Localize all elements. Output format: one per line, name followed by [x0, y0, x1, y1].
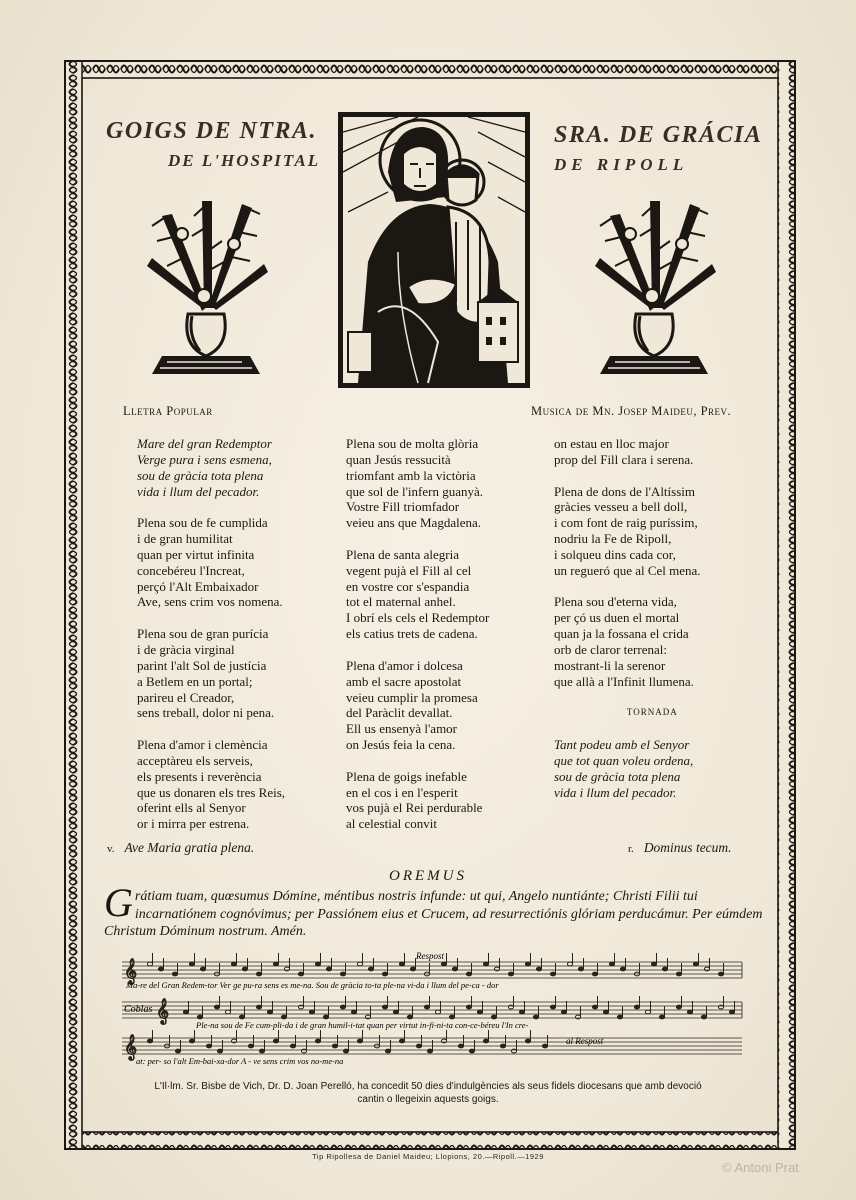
note-head [645, 1010, 650, 1014]
verse-line: perçó l'Alt Embaixador [137, 578, 259, 594]
verse-line: gràcies vesseu a bell doll, [554, 499, 688, 515]
verse-line: Plena d'amor i clemència [137, 737, 268, 753]
treble-clef-icon: 𝄞 [124, 958, 138, 983]
note-head [206, 1044, 211, 1048]
flower-vase-right-image [590, 196, 718, 386]
note-head [592, 972, 597, 976]
note-head [592, 1005, 597, 1009]
note-head [368, 967, 373, 971]
note-head [273, 962, 278, 966]
note-head [687, 1010, 692, 1014]
indulgence-line-1: L'Il·lm. Sr. Bisbe de Vich, Dr. D. Joan Perelló, ha concedit 50 dies d'indulgències als seus fidels diocesans que amb devoció [154, 1081, 702, 1092]
treble-clef-icon: 𝄞 [156, 998, 170, 1023]
printer-imprint: Tip Ripollesa de Daniel Maideu; Llopions, 20.—Ripoll.—1929 [312, 1152, 544, 1161]
note-head [466, 972, 471, 976]
music-credit: Musica de Mn. Josep Maideu, Prev. [531, 404, 732, 418]
note-head [407, 1015, 412, 1019]
note-head [309, 1010, 314, 1014]
verse-line: quan per virtut infinita [137, 546, 255, 562]
note-head [435, 1010, 440, 1014]
copyright-watermark: © Antoni Prat [722, 1160, 799, 1175]
note-head [175, 1049, 180, 1053]
note-head [340, 972, 345, 976]
treble-clef-icon: 𝄞 [124, 1034, 138, 1059]
note-head [172, 972, 177, 976]
lyric-line-2: Ple-na sou de Fe cum-pli-da i de gran humil-i-tat quan per virtut in-fi-ni-ta con-ce-béreu l'In cre- [196, 1020, 529, 1030]
verse-line [554, 579, 701, 595]
note-head [183, 1010, 188, 1014]
note-head [357, 962, 362, 966]
verse-line: concebéreu l'Increat, [137, 562, 245, 578]
note-head [617, 1015, 622, 1019]
verse-line: Plena sou de fe cumplida [137, 515, 268, 531]
note-head [357, 1039, 362, 1043]
verse-line: els presents i reverència [137, 768, 262, 784]
lyric-line-3: at: per- so l'alt Em-bai-xa-dor A - ve sens crim vos no-me-na [136, 1056, 344, 1066]
verse-line: Plena sou de gran purícia [137, 626, 269, 642]
verse-line [346, 753, 489, 769]
response-mark: r. [628, 843, 634, 855]
verse-line: vegent pujà el Fill al cel [346, 562, 472, 578]
note-head [323, 1015, 328, 1019]
note-head [718, 972, 723, 976]
note-head [273, 1039, 278, 1043]
verse-line: parireu el Creador, [137, 689, 235, 705]
verse-line [554, 690, 701, 706]
versicle-text: Ave Maria gratia plena. [124, 840, 255, 855]
note-head [332, 1044, 337, 1048]
note-head [189, 962, 194, 966]
note-head [701, 1015, 706, 1019]
note-head [477, 1010, 482, 1014]
note-head [231, 962, 236, 966]
verse-line: del Paràclit devallat. [346, 705, 453, 721]
response [628, 840, 732, 856]
verse-column-2 [346, 436, 489, 832]
note-head [242, 967, 247, 971]
verse-line: sou de gràcia tota plena [554, 768, 681, 784]
verse-line: els catius trets de cadena. [346, 626, 478, 642]
note-head [491, 1015, 496, 1019]
note-head [662, 967, 667, 971]
verse-line: sens treball, dolor ni pena. [137, 705, 275, 721]
verse-line: Plena sou de molta glòria [346, 436, 479, 451]
verse-line: veieu cumplir la promesa [346, 689, 478, 705]
note-head [458, 1044, 463, 1048]
note-head [248, 1044, 253, 1048]
verse-line: Plena de goigs inefable [346, 768, 467, 784]
note-head [259, 1049, 264, 1053]
verse-line: triomfant amb la victòria [346, 467, 476, 483]
verse-line: acceptàreu els serveis, [137, 752, 253, 768]
versicle [107, 840, 254, 856]
verse-line: en el cos i en l'esperit [346, 784, 458, 800]
verse-line: on Jesús feia la cena. [346, 737, 456, 753]
prayer-text: rátiam tuam, quœsumus Dómine, méntibus nostris infunde: ut qui, Angelo nuntiánte; Christi Filii tui incarnatiónem cognóvimus; per Passiónem eius et Crucem, ad resurrectiónis glóriam perducámur. Per eúmdem Christum Dóminum nostrum. Amén. [104, 889, 763, 939]
note-head [542, 1044, 547, 1048]
verse-line: a Betlem en un portal; [137, 673, 253, 689]
verse-line [554, 468, 701, 484]
lyric-line-1: Ma-re del Gran Redem-tor Ver ge pu-ra sens es me-na. Sou de gràcia to-ta ple-na vi-da i llum del pe-ca - dor [126, 980, 499, 990]
note-head [256, 972, 261, 976]
music-score [116, 952, 746, 1072]
verse-line: Verge pura i sens esmena, [137, 451, 272, 467]
note-head [343, 1049, 348, 1053]
note-head [620, 967, 625, 971]
verse-line: nodriu la Fe de Ripoll, [554, 531, 672, 547]
verse-line: Plena sou d'eterna vida, [554, 594, 677, 610]
note-head [693, 962, 698, 966]
note-head [536, 967, 541, 971]
note-head [147, 962, 152, 966]
note-head [449, 1015, 454, 1019]
note-head [483, 1039, 488, 1043]
note-head [298, 972, 303, 976]
verse-line: i de gràcia virginal [137, 641, 235, 657]
title-right-line1: SRA. DE GRÁCIA [554, 122, 763, 148]
verse-line: quan ja la fossana el crida [554, 626, 689, 642]
note-head [189, 1039, 194, 1043]
respost-mark-top: Respost [416, 952, 444, 961]
note-head [315, 962, 320, 966]
verse-line: I obrí els cels el Redemptor [346, 610, 490, 626]
verse-line: per çó us duen el mortal [554, 610, 680, 626]
note-head [340, 1005, 345, 1009]
note-head [399, 962, 404, 966]
verse-line: que allà a l'Infinit llumena. [554, 673, 694, 689]
verse-line: vida i llum del pecador. [554, 784, 677, 800]
note-head [427, 1049, 432, 1053]
verse-line: quan Jesús ressucità [346, 451, 451, 467]
verse-line: que tot quan voleu ordena, [554, 752, 694, 768]
note-head [315, 1039, 320, 1043]
note-head [239, 1015, 244, 1019]
lyrics-credit: Lletra Popular [123, 404, 213, 418]
note-head [578, 967, 583, 971]
coblas-label: Coblas [124, 1004, 153, 1015]
versicle-mark: v. [107, 843, 115, 855]
verse-line: on estau en lloc major [554, 436, 669, 451]
response-text: Dominus tecum. [643, 840, 732, 855]
indulgence-note [0, 1080, 856, 1106]
note-head [567, 962, 572, 966]
note-head [351, 1010, 356, 1014]
verse-line: amb el sacre apostolat [346, 673, 462, 689]
verse-line: Plena d'amor i dolcesa [346, 657, 463, 673]
note-head [676, 972, 681, 976]
verse-line: al celestial convit [346, 816, 437, 832]
verse-column-1 [137, 436, 285, 832]
note-head [424, 1005, 429, 1009]
verse-line: sou de gràcia tota plena [137, 467, 264, 483]
note-head [197, 1015, 202, 1019]
madonna-woodcut-image [338, 112, 530, 388]
note-head [382, 972, 387, 976]
note-head [533, 1015, 538, 1019]
verse-line: que us donaren els tres Reis, [137, 784, 286, 800]
note-head [609, 962, 614, 966]
note-head [634, 1005, 639, 1009]
verse-line: mostrant-li la serenor [554, 657, 666, 673]
note-head [225, 1010, 230, 1014]
note-head [326, 967, 331, 971]
verse-line: i solqueu dins cada cor, [554, 546, 676, 562]
verse-line [137, 721, 285, 737]
note-head [483, 962, 488, 966]
verse-line: Ell us ensenyà l'amor [346, 721, 458, 737]
note-head [416, 1044, 421, 1048]
verse-line [137, 610, 285, 626]
note-head [214, 1005, 219, 1009]
verse-line: prop del Fill clara i serena. [554, 451, 694, 467]
music-notes [124, 953, 735, 1060]
oremus-heading: OREMUS [389, 868, 467, 884]
verse-line [346, 531, 489, 547]
tornada-heading: TORNADA [626, 707, 678, 718]
note-head [410, 967, 415, 971]
verse-line: tot el maternal anhel. [346, 594, 456, 610]
note-head [393, 1010, 398, 1014]
verse-line: un regueró que al Cel mena. [554, 562, 701, 578]
verse-line: Plena de santa alegria [346, 546, 459, 562]
note-head [525, 962, 530, 966]
verse-line: i de gran humilitat [137, 531, 233, 547]
note-head [603, 1010, 608, 1014]
note-head [147, 1039, 152, 1043]
note-head [256, 1005, 261, 1009]
verse-column-3 [554, 436, 701, 800]
indulgence-line-2: cantin o llegeixin aquests goigs. [357, 1094, 499, 1105]
note-head [729, 1010, 734, 1014]
note-head [508, 972, 513, 976]
verse-line: Ave, sens crim vos nomena. [137, 594, 283, 610]
note-head [561, 1010, 566, 1014]
verse-line: Vostre Fill triomfador [346, 499, 460, 515]
note-head [385, 1049, 390, 1053]
verse-line: que sol de l'infern guanyà. [346, 483, 483, 499]
verse-line: Plena de dons de l'Altíssim [554, 483, 696, 499]
verse-line: i com font de raig puríssim, [554, 515, 698, 531]
note-head [382, 1005, 387, 1009]
note-head [217, 1049, 222, 1053]
verse-line: vos pujà el Rei perdurable [346, 800, 483, 816]
note-head [500, 1044, 505, 1048]
verse-line: en vostre cor s'espandia [346, 578, 470, 594]
note-head [452, 967, 457, 971]
al-respost-mark: al Respost [566, 1036, 604, 1046]
title-left-line2: DE L'HOSPITAL [168, 151, 321, 170]
note-head [466, 1005, 471, 1009]
note-head [651, 962, 656, 966]
verse-line: Mare del gran Redemptor [137, 436, 272, 451]
note-head [290, 1044, 295, 1048]
note-head [281, 1015, 286, 1019]
note-head [519, 1010, 524, 1014]
note-head [525, 1039, 530, 1043]
note-head [441, 962, 446, 966]
note-head [267, 1010, 272, 1014]
title-right-line2: DE RIPOLL [554, 155, 689, 174]
verse-line: Tant podeu amb el Senyor [554, 737, 690, 753]
verse-line: parint l'alt Sol de justícia [137, 657, 267, 673]
note-head [676, 1005, 681, 1009]
verse-line [554, 721, 701, 737]
verse-line: or i mirra per estrena. [137, 816, 250, 832]
title-left-line1: GOIGS DE NTRA. [106, 118, 318, 144]
drop-cap: G [104, 880, 133, 925]
verse-line: oferint ells al Senyor [137, 800, 246, 816]
verse-line: veieu ans que Magdalena. [346, 515, 482, 531]
note-head [200, 967, 205, 971]
note-head [659, 1015, 664, 1019]
verse-line: vida i llum del pecador. [137, 483, 260, 499]
note-head [469, 1049, 474, 1053]
oremus-prayer [104, 880, 764, 941]
flower-vase-left-image [142, 196, 270, 386]
note-head [550, 1005, 555, 1009]
note-head [550, 972, 555, 976]
verse-line: orb de claror terrenal: [554, 641, 667, 657]
note-head [399, 1039, 404, 1043]
note-head [158, 967, 163, 971]
verse-line [346, 642, 489, 658]
verse-line [137, 499, 285, 515]
